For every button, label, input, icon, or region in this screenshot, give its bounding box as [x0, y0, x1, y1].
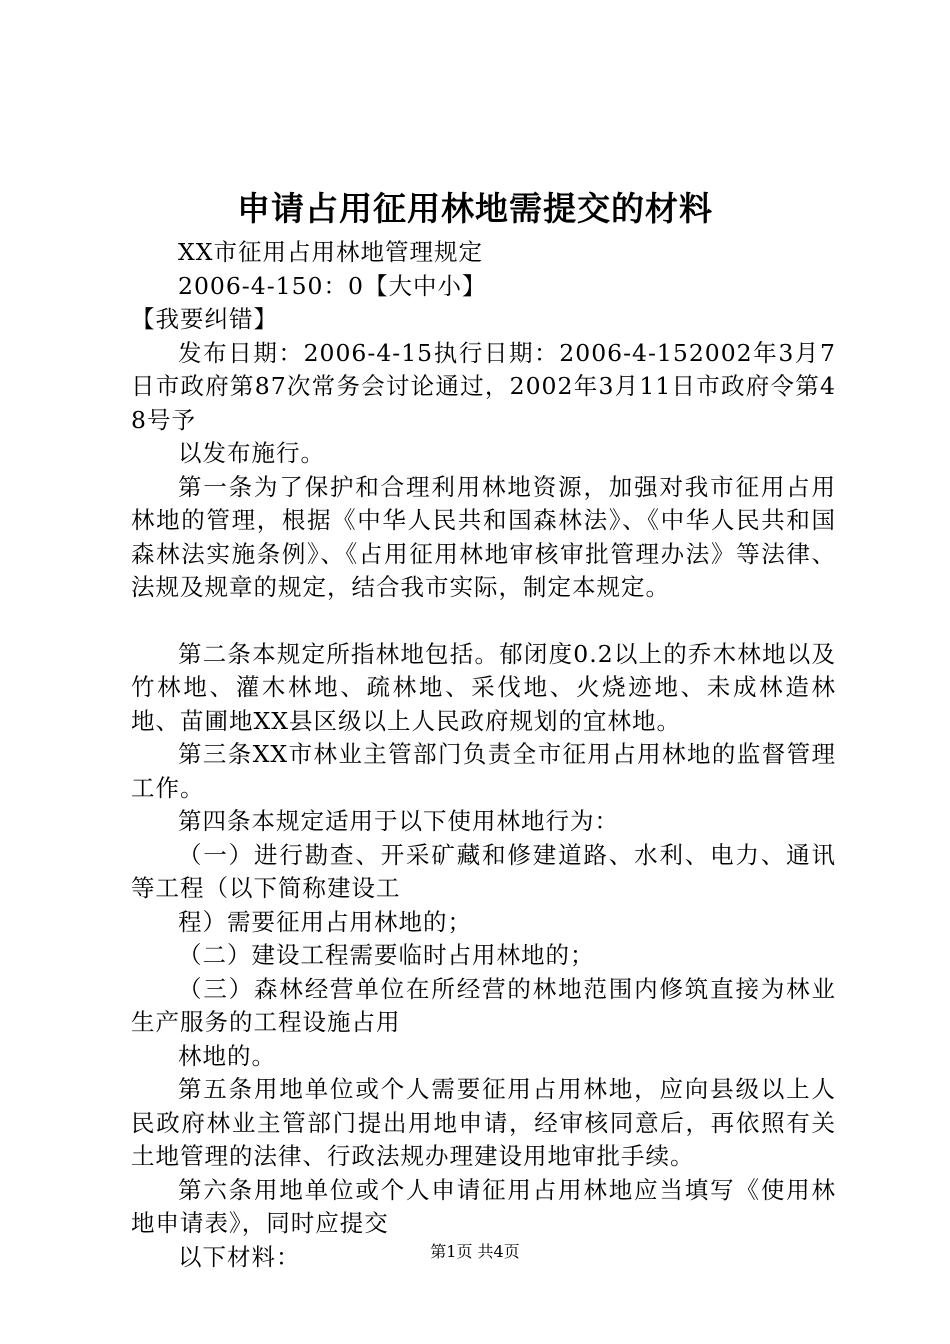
paragraph-article-1: 第一条为了保护和合理利用林地资源，加强对我市征用占用林地的管理，根据《中华人民共和国森林法》、《中华人民共和国森林法实施条例》、《占用征用林地审核审批管理办法》等法律、法规及规章的规定，结合我市实际，制定本规定。	[131, 472, 836, 601]
paragraph-item-1-continued: 程）需要征用占用林地的；	[178, 907, 472, 936]
paragraph-article-4: 第四条本规定适用于以下使用林地行为：	[178, 807, 619, 835]
paragraph-article-5: 第五条用地单位或个人需要征用占用林地，应向县级以上人民政府林业主管部门提出用地申请，经审核同意后，再依照有关土地管理的法律、行政法规办理建设用地审批手续。	[131, 1075, 836, 1170]
paragraph-article-6: 第六条用地单位或个人申请征用占用林地应当填写《使用林地申请表》，同时应提交	[131, 1175, 836, 1237]
paragraph-article-3: 第三条XX市林业主管部门负责全市征用占用林地的监督管理工作。	[131, 740, 836, 802]
paragraph-item-2: （二）建设工程需要临时占用林地的；	[178, 941, 595, 969]
paragraph-article-6-continued: 以下材料：	[178, 1242, 301, 1271]
paragraph-article-2: 第二条本规定所指林地包括。郁闭度0.2以上的乔木林地以及竹林地、灌木林地、疏林地、采伐地、火烧迹地、未成林造林地、苗圃地XX县区级以上人民政府规划的宜林地。	[131, 639, 836, 735]
paragraph-date-size: 2006-4-150：0【大中小】	[178, 271, 487, 300]
document-body	[131, 236, 836, 1274]
paragraph-publish-info: 发布日期：2006-4-15执行日期：2006-4-152002年3月7日市政府第87次常务会讨论通过，2002年3月11日市政府令第48号予	[131, 338, 836, 434]
paragraph-regulation-name: XX市征用占用林地管理规定	[178, 238, 483, 266]
paragraph-item-3: （三）森林经营单位在所经营的林地范围内修筑直接为林业生产服务的工程设施占用	[131, 974, 836, 1036]
paragraph-item-3-continued: 林地的。	[178, 1041, 276, 1070]
paragraph-item-1: （一）进行勘查、开采矿藏和修建道路、水利、电力、通讯等工程（以下简称建设工	[131, 840, 836, 902]
paragraph-report-error: 【我要纠错】	[131, 305, 278, 333]
page-footer: 第1页 共4页	[430, 1242, 520, 1261]
document-title: 申请占用征用林地需提交的材料	[237, 189, 713, 228]
paragraph-publish-continued: 以发布施行。	[178, 439, 325, 467]
